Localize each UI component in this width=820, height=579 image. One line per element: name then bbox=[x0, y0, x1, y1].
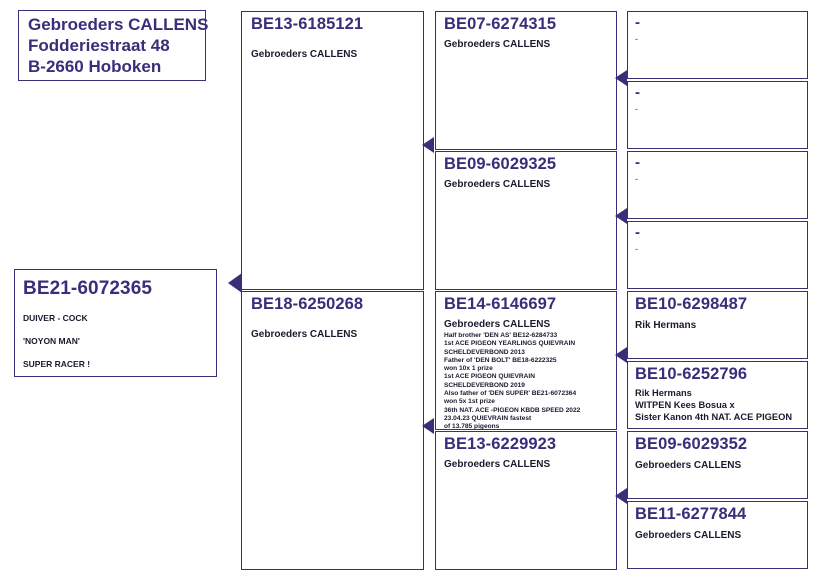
subject-ring: BE21-6072365 bbox=[23, 278, 153, 299]
fmm-ring: - bbox=[635, 224, 640, 241]
mmf-box bbox=[627, 431, 808, 499]
mmm-ring: BE11-6277844 bbox=[635, 505, 747, 523]
mmf-ring: BE09-6029352 bbox=[635, 435, 748, 453]
father-ring: BE13-6185121 bbox=[251, 15, 364, 33]
ff-box bbox=[435, 11, 617, 150]
mff-box bbox=[627, 291, 808, 359]
mf-detail-line: 23.04.23 QUIEVRAIN fastest bbox=[444, 414, 532, 422]
fmm-sub: - bbox=[635, 244, 638, 254]
mm-owner: Gebroeders CALLENS bbox=[444, 459, 551, 470]
father-owner: Gebroeders CALLENS bbox=[251, 49, 358, 60]
mf-detail-line: won 5x 1st prize bbox=[444, 398, 495, 406]
mother-owner: Gebroeders CALLENS bbox=[251, 329, 358, 340]
ffm-ring: - bbox=[635, 84, 640, 101]
father-arrow bbox=[422, 137, 434, 153]
fff-box bbox=[627, 11, 808, 79]
ff-owner: Gebroeders CALLENS bbox=[444, 39, 551, 50]
subject-box bbox=[14, 269, 217, 377]
mfm-line: Sister Kanon 4th NAT. ACE PIGEON bbox=[635, 412, 793, 422]
mf-detail-line: won 10x 1 prize bbox=[444, 365, 493, 373]
mother-ring: BE18-6250268 bbox=[251, 295, 364, 313]
breeder-box bbox=[18, 10, 209, 81]
mf-detail-line: Half brother 'DEN AS' BE12-6284733 bbox=[444, 332, 558, 339]
mf-ring: BE14-6146697 bbox=[444, 295, 557, 313]
mf-owner: Gebroeders CALLENS bbox=[444, 319, 551, 330]
fm-arrow bbox=[615, 208, 627, 224]
mm-arrow bbox=[615, 488, 627, 504]
mm-box bbox=[435, 431, 617, 570]
fmf-sub: - bbox=[635, 174, 638, 184]
mf-detail-line: of 13.785 pigeons bbox=[444, 423, 500, 431]
mfm-line: Rik Hermans bbox=[635, 388, 692, 398]
fmf-box bbox=[627, 151, 808, 219]
fff-ring: - bbox=[635, 14, 640, 31]
mf-arrow bbox=[615, 347, 627, 363]
mff-owner: Rik Hermans bbox=[635, 320, 697, 331]
fm-ring: BE09-6029325 bbox=[444, 155, 557, 173]
fm-box bbox=[435, 151, 617, 290]
mmf-owner: Gebroeders CALLENS bbox=[635, 460, 742, 471]
subject-nickname: 'NOYON MAN' bbox=[23, 336, 80, 346]
mother-box bbox=[241, 291, 424, 570]
mfm-box bbox=[627, 361, 808, 429]
fmf-ring: - bbox=[635, 154, 640, 171]
subject-tagline: SUPER RACER ! bbox=[23, 359, 91, 369]
mf-box bbox=[435, 291, 617, 430]
ff-arrow bbox=[615, 70, 627, 86]
ff-ring: BE07-6274315 bbox=[444, 15, 557, 33]
breeder-city: B-2660 Hoboken bbox=[28, 57, 162, 76]
subject-sex: DUIVER - COCK bbox=[23, 313, 88, 323]
mf-detail-line: 36th NAT. ACE -PIGEON KBDB SPEED 2022 bbox=[444, 406, 581, 414]
mf-detail-line: SCHELDEVERBOND 2019 bbox=[444, 381, 525, 389]
mf-details bbox=[444, 332, 616, 432]
breeder-name: Gebroeders CALLENS bbox=[28, 15, 209, 34]
ffm-box bbox=[627, 81, 808, 149]
mf-detail-line: 1st ACE PIGEON QUIEVRAIN bbox=[444, 373, 535, 381]
mf-detail-line: Also father of 'DEN SUPER' BE21-6072364 bbox=[444, 390, 577, 398]
mff-ring: BE10-6298487 bbox=[635, 295, 748, 313]
mmm-box bbox=[627, 501, 808, 569]
mf-detail-line: 1st ACE PIGEON YEARLINGS QUIEVRAIN bbox=[444, 340, 576, 348]
mfm-ring: BE10-6252796 bbox=[635, 365, 748, 383]
mm-ring: BE13-6229923 bbox=[444, 435, 557, 453]
fm-owner: Gebroeders CALLENS bbox=[444, 179, 551, 190]
father-box bbox=[241, 11, 424, 290]
subject-arrow bbox=[228, 273, 242, 293]
fff-sub: - bbox=[635, 34, 638, 44]
ffm-sub: - bbox=[635, 104, 638, 114]
breeder-street: Fodderiestraat 48 bbox=[28, 36, 170, 55]
mf-detail-line: Father of 'DEN BOLT' BE18-6222325 bbox=[444, 356, 557, 364]
mother-arrow bbox=[422, 418, 434, 434]
mmm-owner: Gebroeders CALLENS bbox=[635, 530, 742, 541]
mfm-line: WITPEN Kees Bosua x bbox=[635, 400, 735, 410]
fmm-box bbox=[627, 221, 808, 289]
mf-detail-line: SCHELDEVERBOND 2013 bbox=[444, 348, 525, 356]
